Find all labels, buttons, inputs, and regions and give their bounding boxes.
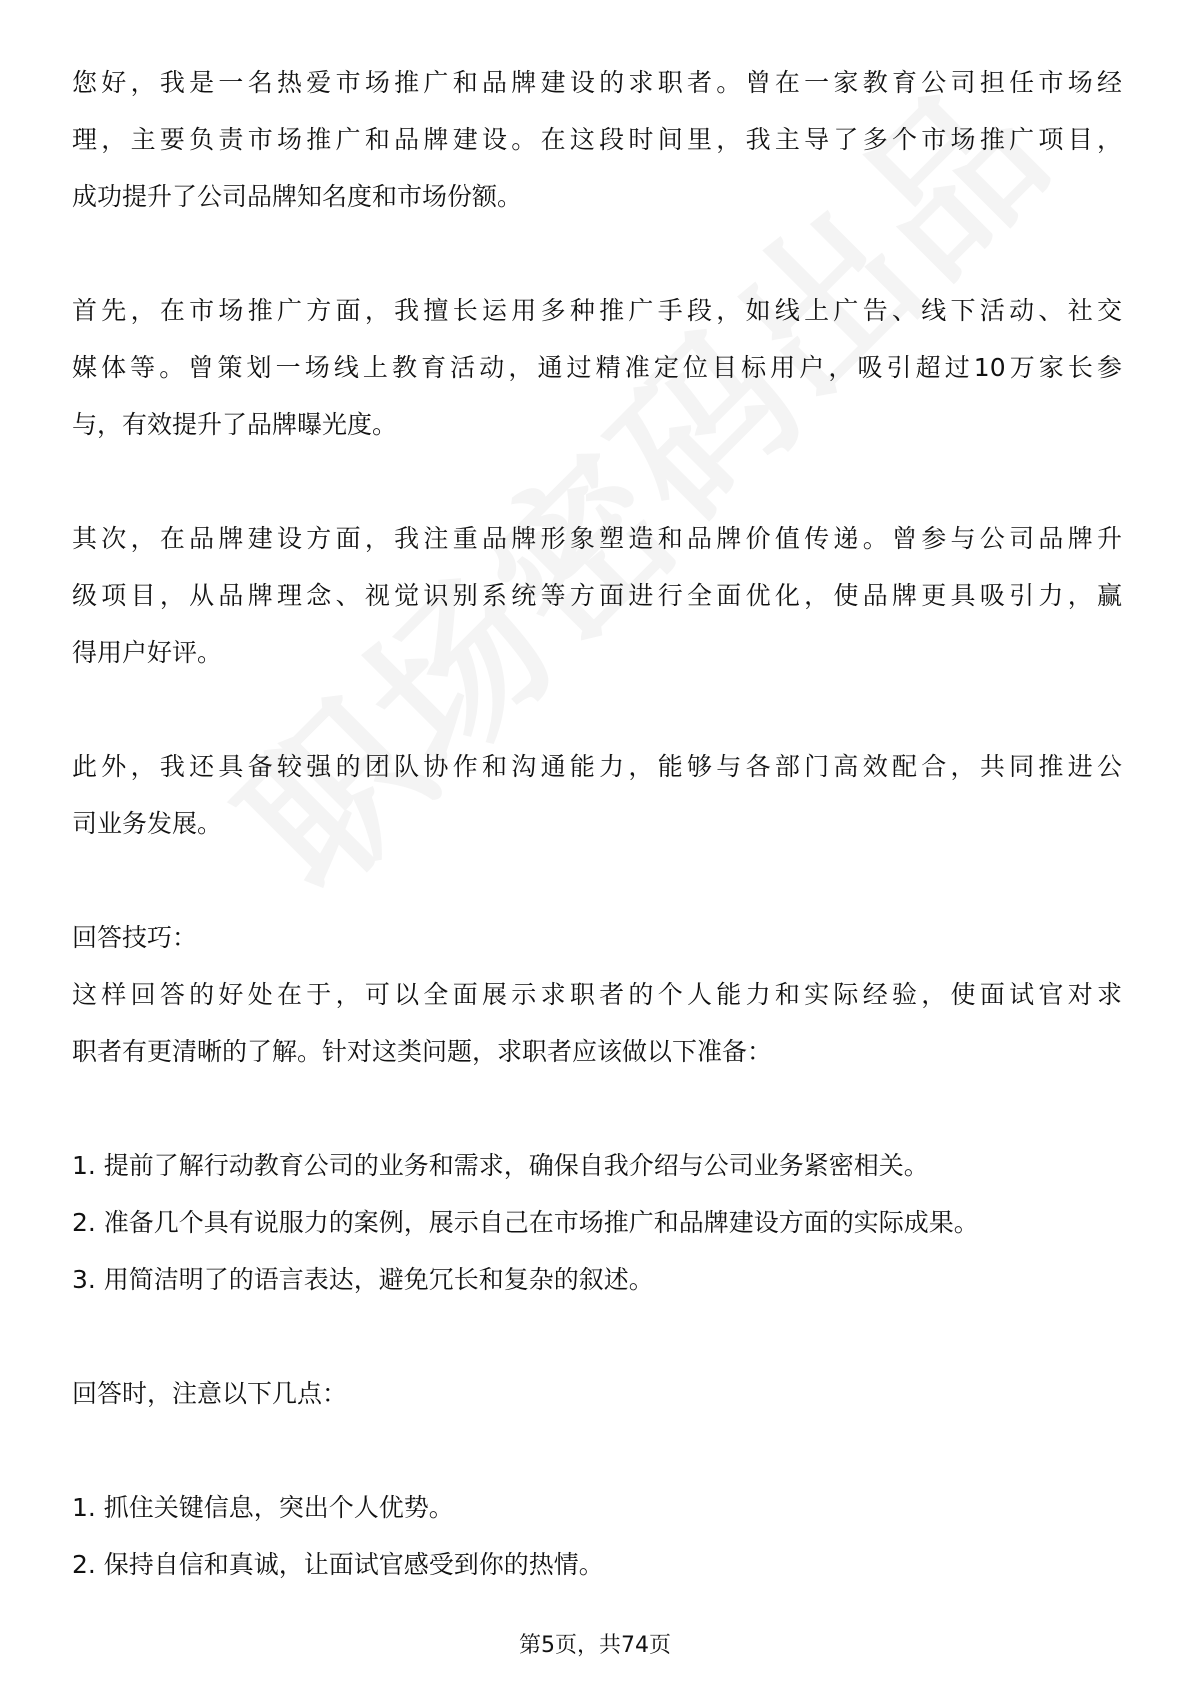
text-line: 理，主要负责市场推广和品牌建设。在这段时间里，我主导了多个市场推广项目， bbox=[72, 125, 1122, 154]
text-line: 司业务发展。 bbox=[72, 809, 223, 838]
paragraph-marketing bbox=[72, 282, 1122, 453]
paragraph-intro bbox=[72, 54, 1122, 225]
page-number: 第5页，共74页 bbox=[519, 1633, 671, 1658]
text-line: 媒体等。曾策划一场线上教育活动，通过精准定位目标用户，吸引超过10万家长参 bbox=[72, 353, 1122, 382]
list-item: 1. 抓住关键信息，突出个人优势。 bbox=[72, 1493, 454, 1522]
list-item: 1. 提前了解行动教育公司的业务和需求，确保自我介绍与公司业务紧密相关。 bbox=[72, 1151, 929, 1180]
text-line: 得用户好评。 bbox=[72, 638, 223, 667]
list-item: 2. 准备几个具有说服力的案例，展示自己在市场推广和品牌建设方面的实际成果。 bbox=[72, 1208, 979, 1237]
text-line: 其次，在品牌建设方面，我注重品牌形象塑造和品牌价值传递。曾参与公司品牌升 bbox=[72, 524, 1122, 553]
text-line: 级项目，从品牌理念、视觉识别系统等方面进行全面优化，使品牌更具吸引力，赢 bbox=[72, 581, 1122, 610]
prep-list bbox=[72, 1137, 1122, 1308]
notes-list bbox=[72, 1479, 1122, 1593]
text-line: 此外，我还具备较强的团队协作和沟通能力，能够与各部门高效配合，共同推进公 bbox=[72, 752, 1122, 781]
document-body bbox=[72, 54, 1122, 1593]
notes-heading: 回答时，注意以下几点： bbox=[72, 1379, 348, 1408]
paragraph-teamwork bbox=[72, 738, 1122, 852]
paragraph-brand bbox=[72, 510, 1122, 681]
text-line: 您好，我是一名热爱市场推广和品牌建设的求职者。曾在一家教育公司担任市场经 bbox=[72, 68, 1122, 97]
section-tips bbox=[72, 909, 1122, 1080]
text-line: 首先，在市场推广方面，我擅长运用多种推广手段，如线上广告、线下活动、社交 bbox=[72, 296, 1122, 325]
tips-heading: 回答技巧： bbox=[72, 923, 198, 952]
prep-list-wrapper bbox=[72, 1137, 1122, 1308]
list-item: 3. 用简洁明了的语言表达，避免冗长和复杂的叙述。 bbox=[72, 1265, 654, 1294]
list-item: 2. 保持自信和真诚，让面试官感受到你的热情。 bbox=[72, 1550, 604, 1579]
text-line: 职者有更清晰的了解。针对这类问题，求职者应该做以下准备： bbox=[72, 1037, 773, 1066]
text-line: 成功提升了公司品牌知名度和市场份额。 bbox=[72, 182, 523, 211]
text-line: 这样回答的好处在于，可以全面展示求职者的个人能力和实际经验，使面试官对求 bbox=[72, 980, 1122, 1009]
text-line: 与，有效提升了品牌曝光度。 bbox=[72, 410, 398, 439]
section-notes bbox=[72, 1365, 1122, 1422]
